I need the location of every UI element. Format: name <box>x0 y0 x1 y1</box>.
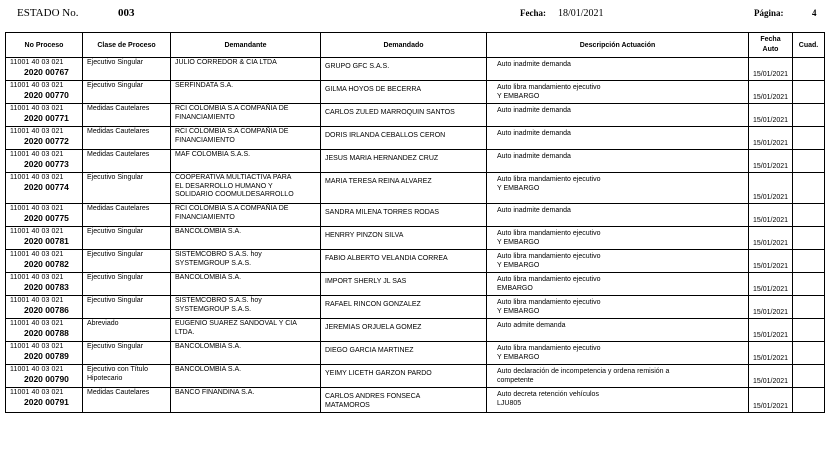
cell-demandante: BANCOLOMBIA S.A. <box>171 342 321 365</box>
pagina-label: Página: <box>754 8 784 18</box>
cell-demandante: BANCO FINANDINA S.A. <box>171 388 321 413</box>
cell-descripcion: Auto inadmite demanda <box>487 150 749 173</box>
cell-demandado: JEREMIAS ORJUELA GOMEZ <box>321 319 487 342</box>
cell-descripcion: Auto decreta retención vehículos LJU805 <box>487 388 749 413</box>
cell-fecha-auto: 15/01/2021 <box>749 388 793 413</box>
cell-no-proceso <box>6 342 83 365</box>
col-descripcion: Descripción Actuación <box>487 33 749 58</box>
estado-table <box>5 32 825 413</box>
report-header <box>0 0 828 30</box>
cell-descripcion: Auto declaración de incompetencia y ordena remisión a competente <box>487 365 749 388</box>
cell-demandado: HENRRY PINZON SILVA <box>321 227 487 250</box>
cell-demandado: SANDRA MILENA TORRES RODAS <box>321 204 487 227</box>
cell-no-proceso <box>6 150 83 173</box>
cell-no-proceso <box>6 388 83 413</box>
table-row <box>6 342 825 365</box>
cell-descripcion: Auto inadmite demanda <box>487 127 749 150</box>
cell-no-proceso <box>6 273 83 296</box>
cell-descripcion: Auto inadmite demanda <box>487 58 749 81</box>
proceso-radicado: 11001 40 03 021 <box>10 366 64 373</box>
proceso-numero: 2020 00773 <box>24 158 69 169</box>
col-fecha-auto <box>749 33 793 58</box>
cell-cuad <box>793 250 825 273</box>
proceso-numero: 2020 00767 <box>24 66 69 77</box>
estado-label: ESTADO No. <box>17 7 79 19</box>
proceso-numero: 2020 00786 <box>24 304 69 315</box>
proceso-radicado: 11001 40 03 021 <box>10 59 64 66</box>
cell-cuad <box>793 150 825 173</box>
cell-fecha-auto: 15/01/2021 <box>749 273 793 296</box>
cell-demandante: BANCOLOMBIA S.A. <box>171 365 321 388</box>
cell-demandante: RCI COLOMBIA S.A COMPAÑIA DE FINANCIAMIENTO <box>171 127 321 150</box>
cell-demandante: EUGENIO SUAREZ SANDOVAL Y CIA LTDA. <box>171 319 321 342</box>
cell-demandante: SERFINDATA S.A. <box>171 81 321 104</box>
cell-clase-proceso: Medidas Cautelares <box>83 204 171 227</box>
cell-demandado: DORIS IRLANDA CEBALLOS CERON <box>321 127 487 150</box>
cell-cuad <box>793 365 825 388</box>
cell-fecha-auto: 15/01/2021 <box>749 173 793 204</box>
cell-fecha-auto: 15/01/2021 <box>749 250 793 273</box>
cell-demandado: CARLOS ANDRES FONSECA MATAMOROS <box>321 388 487 413</box>
cell-descripcion: Auto libra mandamiento ejecutivo Y EMBARGO <box>487 81 749 104</box>
table-row <box>6 150 825 173</box>
cell-cuad <box>793 319 825 342</box>
cell-fecha-auto: 15/01/2021 <box>749 365 793 388</box>
cell-no-proceso <box>6 296 83 319</box>
cell-clase-proceso: Abreviado <box>83 319 171 342</box>
cell-demandado: GRUPO GFC S.A.S. <box>321 58 487 81</box>
fecha-label: Fecha: <box>520 8 546 18</box>
cell-demandante: RCI COLOMBIA S.A COMPAÑIA DE FINANCIAMIENTO <box>171 204 321 227</box>
cell-demandante: MAF COLOMBIA S.A.S. <box>171 150 321 173</box>
cell-demandado: FABIO ALBERTO VELANDIA CORREA <box>321 250 487 273</box>
cell-no-proceso <box>6 81 83 104</box>
cell-demandado: CARLOS ZULED MARROQUIN SANTOS <box>321 104 487 127</box>
cell-demandante: SISTEMCOBRO S.A.S. hoy SYSTEMGROUP S.A.S. <box>171 250 321 273</box>
cell-descripcion: Auto libra mandamiento ejecutivo Y EMBARGO <box>487 342 749 365</box>
cell-descripcion: Auto libra mandamiento ejecutivo Y EMBARGO <box>487 227 749 250</box>
table-row <box>6 319 825 342</box>
table-row <box>6 273 825 296</box>
cell-clase-proceso: Medidas Cautelares <box>83 150 171 173</box>
cell-fecha-auto: 15/01/2021 <box>749 81 793 104</box>
cell-no-proceso <box>6 204 83 227</box>
cell-descripcion: Auto inadmite demanda <box>487 104 749 127</box>
cell-no-proceso <box>6 58 83 81</box>
proceso-numero: 2020 00772 <box>24 135 69 146</box>
cell-demandado: JESUS MARIA HERNANDEZ CRUZ <box>321 150 487 173</box>
table-row <box>6 296 825 319</box>
cell-descripcion: Auto inadmite demanda <box>487 204 749 227</box>
proceso-radicado: 11001 40 03 021 <box>10 228 64 235</box>
cell-descripcion: Auto libra mandamiento ejecutivo Y EMBARGO <box>487 250 749 273</box>
cell-no-proceso <box>6 365 83 388</box>
proceso-numero: 2020 00775 <box>24 212 69 223</box>
cell-no-proceso <box>6 127 83 150</box>
proceso-numero: 2020 00770 <box>24 89 69 100</box>
proceso-numero: 2020 00774 <box>24 181 69 192</box>
cell-no-proceso <box>6 250 83 273</box>
cell-no-proceso <box>6 173 83 204</box>
cell-clase-proceso: Medidas Cautelares <box>83 388 171 413</box>
proceso-radicado: 11001 40 03 021 <box>10 105 64 112</box>
col-clase-proceso: Clase de Proceso <box>83 33 171 58</box>
proceso-numero: 2020 00771 <box>24 112 69 123</box>
cell-fecha-auto: 15/01/2021 <box>749 127 793 150</box>
col-cuad: Cuad. <box>793 33 825 58</box>
cell-cuad <box>793 388 825 413</box>
estado-number: 003 <box>118 7 135 19</box>
proceso-numero: 2020 00789 <box>24 350 69 361</box>
proceso-radicado: 11001 40 03 021 <box>10 128 64 135</box>
proceso-radicado: 11001 40 03 021 <box>10 251 64 258</box>
cell-clase-proceso: Ejecutivo con Título Hipotecario <box>83 365 171 388</box>
cell-clase-proceso: Ejecutivo Singular <box>83 227 171 250</box>
proceso-radicado: 11001 40 03 021 <box>10 174 64 181</box>
proceso-radicado: 11001 40 03 021 <box>10 389 64 396</box>
col-no-proceso: No Proceso <box>6 33 83 58</box>
cell-clase-proceso: Medidas Cautelares <box>83 127 171 150</box>
cell-demandante: RCI COLOMBIA S.A COMPAÑIA DE FINANCIAMIENTO <box>171 104 321 127</box>
cell-descripcion: Auto libra mandamiento ejecutivo Y EMBARGO <box>487 296 749 319</box>
cell-fecha-auto: 15/01/2021 <box>749 150 793 173</box>
table-row <box>6 227 825 250</box>
cell-demandado: RAFAEL RINCON GONZALEZ <box>321 296 487 319</box>
cell-fecha-auto: 15/01/2021 <box>749 58 793 81</box>
cell-no-proceso <box>6 319 83 342</box>
table-row <box>6 250 825 273</box>
cell-demandante: SISTEMCOBRO S.A.S. hoy SYSTEMGROUP S.A.S. <box>171 296 321 319</box>
col-demandante: Demandante <box>171 33 321 58</box>
proceso-numero: 2020 00781 <box>24 235 69 246</box>
proceso-numero: 2020 00788 <box>24 327 69 338</box>
proceso-numero: 2020 00782 <box>24 258 69 269</box>
cell-demandante: COOPERATIVA MULTIACTIVA PARA EL DESARROLLO HUMANO Y SOLIDARIO COOMULDESARROLLO <box>171 173 321 204</box>
cell-cuad <box>793 227 825 250</box>
cell-clase-proceso: Ejecutivo Singular <box>83 58 171 81</box>
cell-demandado: YEIMY LICETH GARZON PARDO <box>321 365 487 388</box>
cell-cuad <box>793 296 825 319</box>
cell-cuad <box>793 81 825 104</box>
cell-cuad <box>793 58 825 81</box>
proceso-radicado: 11001 40 03 021 <box>10 320 64 327</box>
cell-clase-proceso: Ejecutivo Singular <box>83 250 171 273</box>
col-fecha-auto-line1: Fecha <box>760 36 781 43</box>
cell-demandado: MARIA TERESA REINA ALVAREZ <box>321 173 487 204</box>
col-demandado: Demandado <box>321 33 487 58</box>
cell-fecha-auto: 15/01/2021 <box>749 342 793 365</box>
proceso-numero: 2020 00783 <box>24 281 69 292</box>
table-row <box>6 81 825 104</box>
proceso-radicado: 11001 40 03 021 <box>10 205 64 212</box>
table-row <box>6 127 825 150</box>
cell-cuad <box>793 204 825 227</box>
col-fecha-auto-line2: Auto <box>762 46 779 53</box>
table-row <box>6 204 825 227</box>
cell-clase-proceso: Ejecutivo Singular <box>83 273 171 296</box>
cell-descripcion: Auto admite demanda <box>487 319 749 342</box>
cell-cuad <box>793 127 825 150</box>
cell-cuad <box>793 273 825 296</box>
proceso-numero: 2020 00791 <box>24 396 69 407</box>
cell-cuad <box>793 173 825 204</box>
cell-fecha-auto: 15/01/2021 <box>749 227 793 250</box>
cell-clase-proceso: Ejecutivo Singular <box>83 173 171 204</box>
table-row <box>6 365 825 388</box>
table-row <box>6 104 825 127</box>
cell-clase-proceso: Ejecutivo Singular <box>83 296 171 319</box>
proceso-radicado: 11001 40 03 021 <box>10 151 64 158</box>
table-row <box>6 388 825 413</box>
cell-descripcion: Auto libra mandamiento ejecutivo EMBARGO <box>487 273 749 296</box>
table-row <box>6 58 825 81</box>
cell-demandante: JULIO CORREDOR & CIA LTDA <box>171 58 321 81</box>
fecha-value: 18/01/2021 <box>558 8 604 19</box>
cell-demandado: IMPORT SHERLY JL SAS <box>321 273 487 296</box>
cell-no-proceso <box>6 227 83 250</box>
proceso-radicado: 11001 40 03 021 <box>10 82 64 89</box>
table-row <box>6 173 825 204</box>
proceso-numero: 2020 00790 <box>24 373 69 384</box>
cell-fecha-auto: 15/01/2021 <box>749 104 793 127</box>
cell-descripcion: Auto libra mandamiento ejecutivo Y EMBARGO <box>487 173 749 204</box>
cell-demandante: BANCOLOMBIA S.A. <box>171 273 321 296</box>
pagina-value: 4 <box>812 8 817 18</box>
cell-clase-proceso: Medidas Cautelares <box>83 104 171 127</box>
cell-no-proceso <box>6 104 83 127</box>
cell-demandado: DIEGO GARCIA MARTINEZ <box>321 342 487 365</box>
cell-demandado: GILMA HOYOS DE BECERRA <box>321 81 487 104</box>
cell-fecha-auto: 15/01/2021 <box>749 296 793 319</box>
proceso-radicado: 11001 40 03 021 <box>10 274 64 281</box>
table-body <box>6 58 825 413</box>
proceso-radicado: 11001 40 03 021 <box>10 297 64 304</box>
cell-demandante: BANCOLOMBIA S.A. <box>171 227 321 250</box>
cell-fecha-auto: 15/01/2021 <box>749 319 793 342</box>
cell-clase-proceso: Ejecutivo Singular <box>83 342 171 365</box>
cell-cuad <box>793 342 825 365</box>
cell-clase-proceso: Ejecutivo Singular <box>83 81 171 104</box>
proceso-radicado: 11001 40 03 021 <box>10 343 64 350</box>
table-header-row <box>6 33 825 58</box>
cell-cuad <box>793 104 825 127</box>
cell-fecha-auto: 15/01/2021 <box>749 204 793 227</box>
